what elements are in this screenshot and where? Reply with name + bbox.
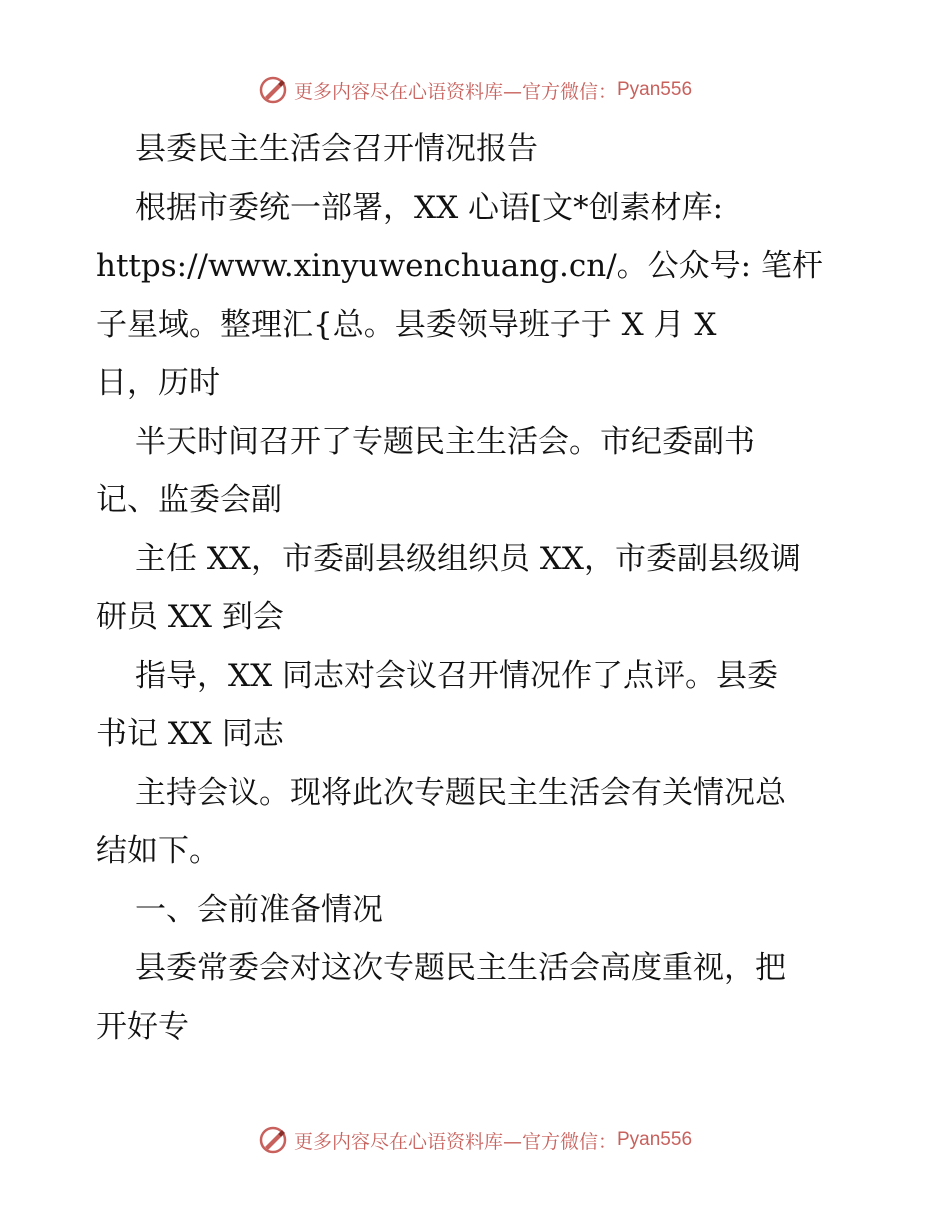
- document-line: 县委常委会对这次专题民主生活会高度重视，把: [135, 950, 786, 986]
- document-line: 开好专: [96, 1008, 189, 1045]
- document-line: 主任 XX，市委副县级组织员 XX，市委副县级调: [135, 540, 801, 577]
- document-line: 日，历时: [96, 365, 220, 401]
- document-line: 主持会议。现将此次专题民主生活会有关情况总: [135, 774, 786, 811]
- watermark-text: 更多内容尽在心语资料库—官方微信：: [293, 80, 617, 103]
- watermark-wechat-id: Pyan556: [617, 1129, 693, 1150]
- document-line: 结如下。: [96, 833, 220, 869]
- document-line: 一、会前准备情况: [135, 891, 383, 928]
- document-line: 书记 XX 同志: [96, 716, 284, 752]
- watermark-wechat-id: Pyan556: [617, 79, 693, 100]
- document-title: 县委民主生活会召开情况报告: [135, 131, 538, 167]
- document-body: [96, 120, 856, 1056]
- document-line: 记、监委会副: [96, 482, 282, 518]
- document-line: 研员 XX 到会: [96, 599, 284, 635]
- watermark-banner-top: [0, 70, 950, 110]
- document-line: https://www.xinyuwenchuang.cn/。公众号: 笔杆: [96, 248, 823, 284]
- document-line: 根据市委统一部署，XX 心语[文*创素材库:: [135, 189, 724, 226]
- pen-logo-icon: [258, 1125, 288, 1155]
- pen-logo-icon: [258, 75, 288, 105]
- watermark-banner-bottom: [0, 1120, 950, 1160]
- document-line: 子星域。整理汇{总。县委领导班子于 X 月 X: [96, 306, 717, 343]
- document-line: 半天时间召开了专题民主生活会。市纪委副书: [135, 423, 755, 460]
- watermark-text: 更多内容尽在心语资料库—官方微信：: [293, 1130, 617, 1153]
- document-line: 指导，XX 同志对会议召开情况作了点评。县委: [135, 657, 778, 694]
